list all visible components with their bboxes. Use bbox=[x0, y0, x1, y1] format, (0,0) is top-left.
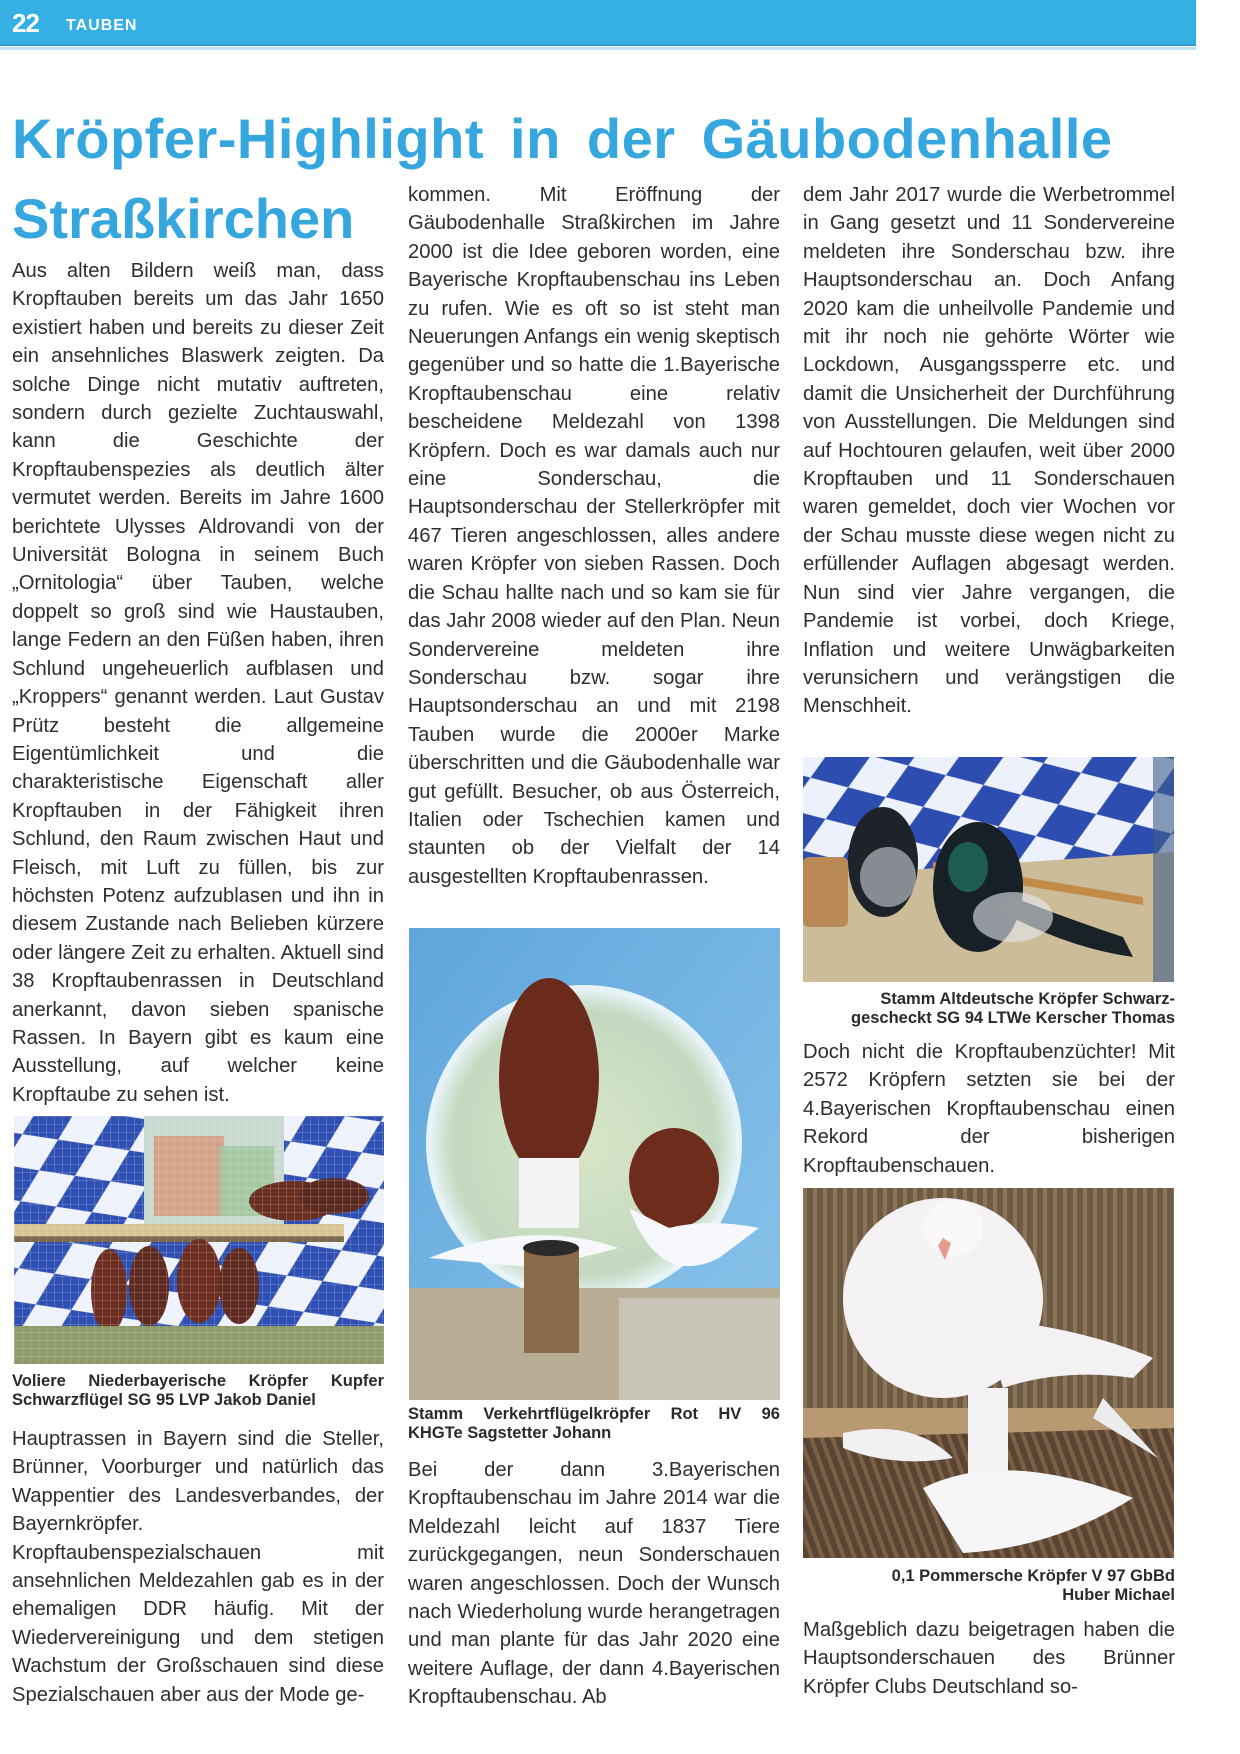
caption-voliere bbox=[12, 1372, 384, 1410]
photo-pommersche-kroepfer bbox=[803, 1188, 1174, 1558]
caption-line: Stamm Altdeutsche Kröpfer Schwarz- bbox=[880, 990, 1175, 1008]
column1-text-bottom bbox=[12, 1425, 384, 1709]
photo-image bbox=[409, 928, 780, 1400]
column3-text-top bbox=[803, 181, 1175, 721]
paragraph: Hauptrassen in Bayern sind die Steller, Brünner, Voorburger und natürlich das Wappentier des Landesverbandes, der Bayernkröpfer. Kropftaubenspezialschauen mit ansehnlichen Meldezahlen gab es in der ehemaligen DDR häufig. Mit der Wiedervereinigung und dem stetigen Wachstum der Großschauen sind diese Spezialschauen aber aus der Mode ge- bbox=[12, 1428, 384, 1706]
header-bar bbox=[0, 0, 1196, 46]
photo-altdeutsche-kroepfer bbox=[803, 757, 1174, 982]
section-label: TAUBEN bbox=[66, 17, 138, 34]
column3-text-middle bbox=[803, 1038, 1175, 1180]
header-rule bbox=[0, 47, 1196, 50]
paragraph: Maßgeblich dazu beigetragen haben die Hauptsonderschauen des Brünner Kröpfer Clubs Deutschland so- bbox=[803, 1619, 1175, 1698]
column2-text-top bbox=[408, 181, 780, 891]
column3-text-bottom bbox=[803, 1616, 1175, 1701]
paragraph: Aus alten Bildern weiß man, dass Kropftauben bereits um das Jahr 1650 existiert haben und bereits zu dieser Zeit ein ansehnliches Blaswerk zeigten. Da solche Dinge nicht mutativ auftreten, sondern durch gezielte Zuchtauswahl, kann die Geschichte der Kropftaubenspezies als deutlich älter vermutet werden. Bereits im Jahre 1600 berichtete Ulysses Aldrovandi von der Universität Bologna in seinem Buch „Ornitologia“ über Tauben, welche doppelt so groß sind wie Haustauben, lange Federn an den Füßen haben, ihren Schlund ungeheuerlich aufblasen und „Kroppers“ genannt werden. Laut Gustav Prütz besteht die allgemeine Eigentümlichkeit und die charakteristische Eigenschaft aller Kropftauben in der Fähigkeit ihren Schlund, den Raum zwischen Haut und Fleisch, mit Luft zu füllen, bis zur höchsten Potenz aufzublasen und ihn in diesem Zustande nach Belieben kürzere oder längere Zeit zu erhalten. Aktuell sind 38 Kropftaubenrassen in Deutschland anerkannt, davon sieben spanische Rassen. In Bayern gibt es kaum eine Ausstellung, auf welcher keine Kropftaube zu sehen ist. bbox=[12, 260, 384, 1106]
caption-line: Stamm Verkehrtflügelkröpfer Rot HV 96 bbox=[408, 1405, 780, 1423]
caption-line: KHGTe Sagstetter Johann bbox=[408, 1424, 612, 1442]
photo-verkehrtfluegelkroepfer bbox=[409, 928, 780, 1400]
caption-line: 0,1 Pommersche Kröpfer V 97 GbBd bbox=[891, 1567, 1175, 1585]
page-number: 22 bbox=[12, 8, 39, 38]
caption-line: gescheckt SG 94 LTWe Kerscher Thomas bbox=[850, 1009, 1175, 1027]
caption-altdeutsche bbox=[803, 990, 1175, 1028]
column1-text-top bbox=[12, 257, 384, 1109]
photo-image bbox=[14, 1116, 384, 1364]
paragraph: Bei der dann 3.Bayerischen Kropftaubenschau im Jahre 2014 war die Meldezahl leicht auf 1837 Tiere zurückgegangen, neun Sonderschauen waren angeschlossen. Doch der Wunsch nach Wiederholung wurde herangetragen und man plante für das Jahr 2020 eine weitere Auflage, der dann 4.Bayerischen Kropftaubenschau. Ab bbox=[408, 1459, 780, 1709]
article-title-line2: Straßkirchen bbox=[12, 187, 355, 250]
article-title-line1: Kröpfer-Highlight in der Gäubodenhalle bbox=[12, 107, 1113, 170]
caption-line: Huber Michael bbox=[1062, 1586, 1175, 1604]
caption-line: Schwarzflügel SG 95 LVP Jakob Daniel bbox=[12, 1391, 316, 1409]
photo-image bbox=[803, 1188, 1174, 1558]
caption-pommersche bbox=[803, 1567, 1175, 1605]
paragraph: kommen. Mit Eröffnung der Gäubodenhalle Straßkirchen im Jahre 2000 ist die Idee geboren worden, eine Bayerische Kropftaubenschau ins Leben zu rufen. Wie es oft so ist steht man Neuerungen Anfangs ein wenig skeptisch gegenüber und so hatte die 1.Bayerische Kropftaubenschau eine relativ bescheidene Meldezahl von 1398 Kröpfern. Doch es war damals auch nur eine Sonderschau, die Hauptsonderschau der Stellerkröpfer mit 467 Tieren angeschlossen, alles andere waren Kröpfer von sieben Rassen. Doch die Schau hallte nach und so kam sie für das Jahr 2008 wieder auf den Plan. Neun Sondervereine meldeten ihre Sonderschau bzw. sogar ihre Hauptsonderschau an und mit 2198 Tauben wurde die 2000er Marke überschritten und die Gäubodenhalle war gut gefüllt. Besucher, ob aus Österreich, Italien oder Tschechien kamen und staunten ob der Vielfalt der 14 ausgestellten Kropftaubenrassen. bbox=[408, 184, 780, 888]
caption-verkehrtfluegel bbox=[408, 1405, 780, 1443]
paragraph: dem Jahr 2017 wurde die Werbetrommel in Gang gesetzt und 11 Sondervereine meldeten ihre Sonderschau bzw. ihre Hauptsonderschau an. Doch Anfang 2020 kam die unheilvolle Pandemie und mit ihr noch nie gehörte Wörter wie Lockdown, Ausgangssperre etc. und damit die Unsicherheit der Durchführung von Ausstellungen. Die Meldungen sind auf Hochtouren gelaufen, weit über 2000 Kropftauben und 11 Sonderschauen waren gemeldet, doch vier Wochen vor der Schau musste diese wegen nicht zu erfüllender Auflagen abgesagt werden. Nun sind vier Jahre vergangen, die Pandemie ist vorbei, doch Kriege, Inflation und weitere Unwägbarkeiten verunsichern und verängstigen die Menschheit. bbox=[803, 184, 1175, 718]
photo-image bbox=[803, 757, 1174, 982]
photo-voliere-niederbayerische bbox=[14, 1116, 384, 1364]
caption-line: Voliere Niederbayerische Kröpfer Kupfer bbox=[12, 1372, 384, 1390]
column2-text-bottom bbox=[408, 1456, 780, 1712]
paragraph: Doch nicht die Kropftaubenzüchter! Mit 2572 Kröpfern setzten sie bei der 4.Bayerischen Kropftaubenschau einen Rekord der bisherigen Kropftaubenschauen. bbox=[803, 1041, 1175, 1177]
